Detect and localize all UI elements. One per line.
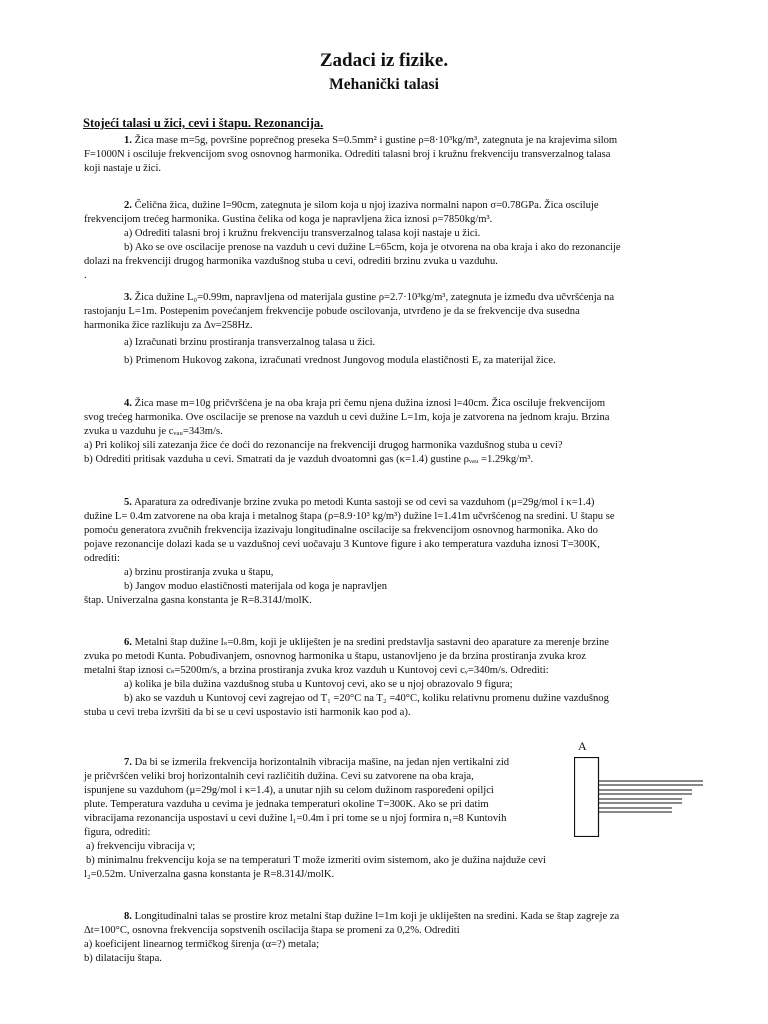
problem-part-a: a) Izračunati brzinu prostiranja transverzalnog talasa u žici.	[124, 337, 376, 348]
problem-part-a: a) frekvenciju vibracija ν;	[86, 841, 196, 852]
problem-text: harmonika žice razlikuju za Δν=258Hz.	[84, 320, 253, 331]
pipes-figure	[574, 757, 704, 837]
problem-text: zvuka po metodi Kunta. Pobuđivanjem, osnovnog harmonika u štapu, ustanovljeno je da brzina prostiranja zvuka kroz	[84, 651, 586, 662]
problem-number: 3.	[124, 292, 132, 303]
problem-text: Longitudinalni talas se prostire kroz metalni štap dužine l=1m koji je ukliješten na sredini. Kada se štap zagreje za	[134, 911, 620, 922]
problem-text: zvuka u vazduhu je cᵥₐᵤ=343m/s.	[84, 426, 223, 437]
problem-text: rastojanju L=1m. Postepenim povećanjem frekvencije pobude oscilovanja, utvrđeno je da se frekvencije dva susedna	[84, 306, 580, 317]
problem-part-b: b) Odrediti pritisak vazduha u cevi. Smatrati da je vazduh dvoatomni gas (κ=1.4) gustine ρᵥₐᵤ =1.29kg/m³.	[84, 454, 534, 465]
problem-text: vibracijama rezonancija uspostavi u cevi dužine l₁=0.4m i pri tome se u njoj formira n₁=8 Kuntovih	[84, 813, 507, 824]
problem-number: 4.	[124, 398, 132, 409]
problem-text: Δt=100°C, osnovna frekvencija sopstvenih oscilacija štapa se promeni za 0,2%. Odrediti	[84, 925, 460, 936]
problem-number: 5.	[124, 497, 132, 508]
problem-5	[84, 496, 685, 608]
problem-text: pojave rezonancije dolazi kada se u vazdušnoj cevi uočavaju 3 Kuntove figure i ako temperatura vazduha iznosi T=300K,	[84, 539, 600, 550]
problem-number: 8.	[124, 911, 132, 922]
problem-part-a: a) Odrediti talasni broj i kružnu frekvenciju transverzalnog talasa koji nastaje u žici.	[124, 228, 481, 239]
problem-text: Žica dužine L₀=0.99m, napravljena od materijala gustine ρ=2.7·10³kg/m³, zategnuta je između dva učvršćenja na	[134, 292, 615, 303]
problem-number: 6.	[124, 637, 132, 648]
problem-part-b: b) Ako se ove oscilacije prenose na vazduh u cevi dužine L=65cm, koja je otvorena na oba kraja i ako do rezonancije	[124, 242, 621, 253]
problem-2	[84, 199, 685, 283]
problem-6	[84, 636, 685, 720]
problem-text: Žica mase m=10g pričvršćena je na oba kraja pri čemu njena dužina iznosi l=40cm. Žica osciluje frekvencijom	[134, 398, 606, 409]
problem-number: 2.	[124, 200, 132, 211]
problem-text: Čelična žica, dužine l=90cm, zategnuta je silom koja u njoj izaziva normalni napon σ=0.78GPa. Žica osciluje	[134, 200, 599, 211]
problem-part-b: b) minimalnu frekvenciju koja se na temperaturi T može izmeriti ovim sistemom, ako je dužina najduže cevi	[86, 855, 547, 866]
problem-part-b: b) Primenom Hukovog zakona, izračunati vrednost Jungovog modula elastičnosti Eᵧ za materijal žice.	[124, 355, 556, 366]
problem-text: stuba u cevi treba izvršiti da bi se u cevi uspostavio isti harmonik kao pod a).	[84, 707, 411, 718]
problem-text: odrediti:	[84, 553, 120, 564]
problem-number: 1.	[124, 135, 132, 146]
problem-7-parts	[84, 840, 685, 882]
problem-text: Aparatura za određivanje brzine zvuka po metodi Kunta sastoji se od cevi sa vazduhom (μ=29g/mol i κ=1.4)	[134, 497, 595, 508]
problem-part-b: b) ako se vazduh u Kuntovoj cevi zagrejao od T₁ =20°C na T₂ =40°C, koliku relativnu promenu dužine vazdušnog	[124, 693, 609, 704]
problem-part-a: a) kolika je bila dužina vazdušnog stuba u Kuntovoj cevi, ako se u njoj obrazovalo 9 figura;	[124, 679, 513, 690]
section-heading: Stojeći talasi u žici, cevi i štapu. Rezonancija.	[83, 116, 324, 130]
figure-label: A	[578, 739, 587, 753]
problem-text: koji nastaje u žici.	[84, 163, 162, 174]
problem-part-a: a) koeficijent linearnog termičkog širenja (α=?) metala;	[84, 939, 320, 950]
problem-text: Metalni štap dužine lₛ=0.8m, koji je ukliješten je na sredini predstavlja sastavni deo aparature za merenje brzine	[134, 637, 609, 648]
problem-text: metalni štap iznosi cₛ=5200m/s, a brzina prostiranja zvuka kroz vazduh u Kuntovoj cevi cᵥ=340m/s. Odrediti:	[84, 665, 549, 676]
problem-text: figura, odrediti:	[84, 827, 151, 838]
problem-text: dužine L= 0.4m zatvorene na oba kraja i metalnog štapa (ρ=8.9·10³ kg/m³) dužine l=1.41m učvršćenog na sredini. U štapu se	[84, 511, 615, 522]
problem-text: Da bi se izmerila frekvencija horizontalnih vibracija mašine, na jedan njen vertikalni zid	[134, 757, 510, 768]
document-subtitle: Mehanički talasi	[329, 76, 439, 93]
problem-text: l₂=0.52m. Univerzalna gasna konstanta je R=8.314J/molK.	[84, 869, 335, 880]
problem-7	[84, 756, 564, 840]
problem-3	[84, 291, 685, 368]
problem-text: F=1000N i osciluje frekvencijom svog osnovnog harmonika. Odrediti talasni broj i kružnu frekvenciju transverzalnog talasa	[84, 149, 611, 160]
problem-4	[84, 397, 685, 467]
stray-dot: .	[84, 270, 87, 281]
problem-number: 7.	[124, 757, 132, 768]
problem-part-b: b) Jangov moduo elastičnosti materijala od koga je napravljen	[124, 581, 388, 592]
problem-part-b: b) dilataciju štapa.	[84, 953, 162, 964]
problem-text: pomoću generatora zvučnih frekvencija izazivaju longitudinalne oscilacije sa frekvencijom osnovnog harmonika. Ako do	[84, 525, 598, 536]
problem-1	[84, 134, 685, 176]
problem-text: frekvencijom trećeg harmonika. Gustina čelika od koga je napravljena žica iznosi ρ=7850kg/m³.	[84, 214, 493, 225]
problem-part-a: a) brzinu prostiranja zvuka u štapu,	[124, 567, 274, 578]
problem-text: ispunjene su vazduhom (μ=29g/mol i κ=1.4), a unutar njih su celom dužinom raspoređeni opiljci	[84, 785, 494, 796]
problem-text: dolazi na frekvenciji drugog harmonika vazdušnog stuba u cevi, odrediti brzinu zvuka u vazduhu.	[84, 256, 498, 267]
problem-text: plute. Temperatura vazduha u cevima je jednaka temperaturi okoline T=300K. Ako se pri datim	[84, 799, 489, 810]
problem-text: svog trećeg harmonika. Ove oscilacije se prenose na vazduh u cevi dužine L=1m, koja je zatvorena na jednom kraju. Brzina	[84, 412, 610, 423]
machine-wall	[575, 758, 599, 837]
document-title: Zadaci iz fizike.	[319, 50, 449, 71]
problem-part-a: a) Pri kolikoj sili zatezanja žice će doći do rezonancije na frekvenciji drugog harmonika vazdušnog stuba u cevi?	[84, 440, 563, 451]
problem-text: Žica mase m=5g, površine poprečnog preseka S=0.5mm² i gustine ρ=8·10³kg/m³, zategnuta je na krajevima silom	[134, 135, 618, 146]
problem-text: je pričvršćen veliki broj horizontalnih cevi različitih dužina. Cevi su zatvorene na oba kraja,	[84, 771, 474, 782]
problem-8	[84, 910, 685, 966]
problem-text: štap. Univerzalna gasna konstanta je R=8.314J/molK.	[84, 595, 312, 606]
